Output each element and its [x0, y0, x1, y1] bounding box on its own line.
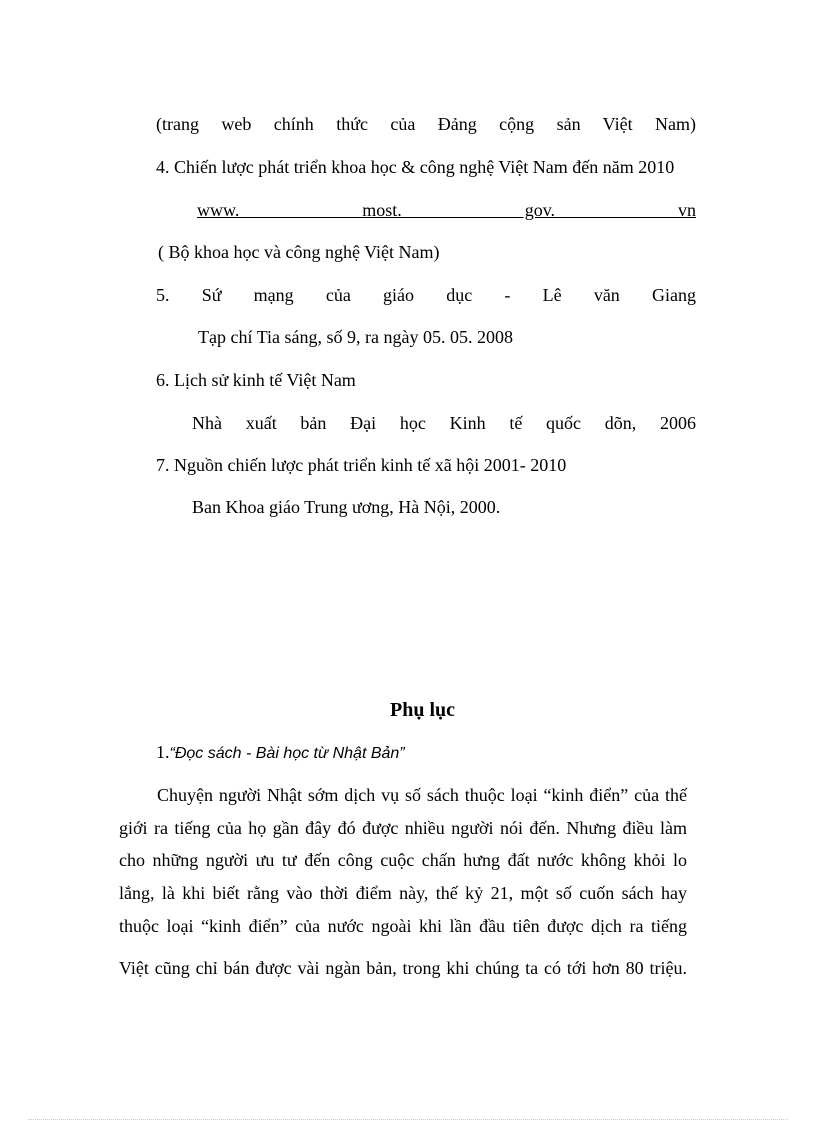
reference-6-title: 6. Lịch sử kinh tế Việt Nam: [156, 370, 356, 390]
appendix-title: Phụ lục: [390, 699, 456, 721]
reference-4-title: 4. Chiến lược phát triển khoa học & công nghệ Việt Nam đến năm 2010: [156, 157, 675, 177]
page-bottom-divider: [28, 1119, 788, 1120]
reference-7-source: Ban Khoa giáo Trung ương, Hà Nội, 2000.: [192, 497, 501, 517]
reference-4-url[interactable]: www. most. gov. vn: [197, 200, 696, 220]
appendix-item-1-number: 1.: [156, 742, 170, 762]
paragraph-line: thuộc loại “kinh điển” của nước ngoài khi lần đầu tiên được dịch ra tiếng: [119, 916, 687, 936]
reference-5-source: Tạp chí Tia sáng, số 9, ra ngày 05. 05. 2008: [198, 327, 513, 347]
reference-7-title: 7. Nguồn chiến lược phát triển kinh tế xã hội 2001- 2010: [156, 455, 567, 475]
paragraph-line: cho những người ưu tư đến công cuộc chấn hưng đất nước không khỏi lo: [119, 850, 687, 870]
appendix-item-1: [156, 740, 405, 766]
reference-6-source: Nhà xuất bản Đại học Kinh tế quốc dõn, 2006: [192, 413, 696, 433]
reference-5-title: 5. Sứ mạng của giáo dục - Lê văn Giang: [156, 285, 696, 305]
reference-4-source: ( Bộ khoa học và công nghệ Việt Nam): [158, 242, 440, 262]
paragraph-line: lắng, là khi biết rằng vào thời điểm này, thế kỷ 21, một số cuốn sách hay: [119, 883, 687, 903]
appendix-item-1-title: “Đọc sách - Bài học từ Nhật Bản”: [169, 745, 405, 762]
paragraph-line: Chuyện người Nhật sớm dịch vụ số sách thuộc loại “kinh điển” của thế: [157, 785, 687, 805]
paragraph-line: Việt cũng chỉ bán được vài ngàn bản, trong khi chúng ta có tới hơn 80 triệu.: [119, 958, 687, 978]
paragraph-line: giới ra tiếng của họ gần đây đó được nhiều người nói đến. Nhưng điều làm: [119, 818, 687, 838]
reference-3-source: (trang web chính thức của Đảng cộng sản Việt Nam): [156, 114, 696, 134]
